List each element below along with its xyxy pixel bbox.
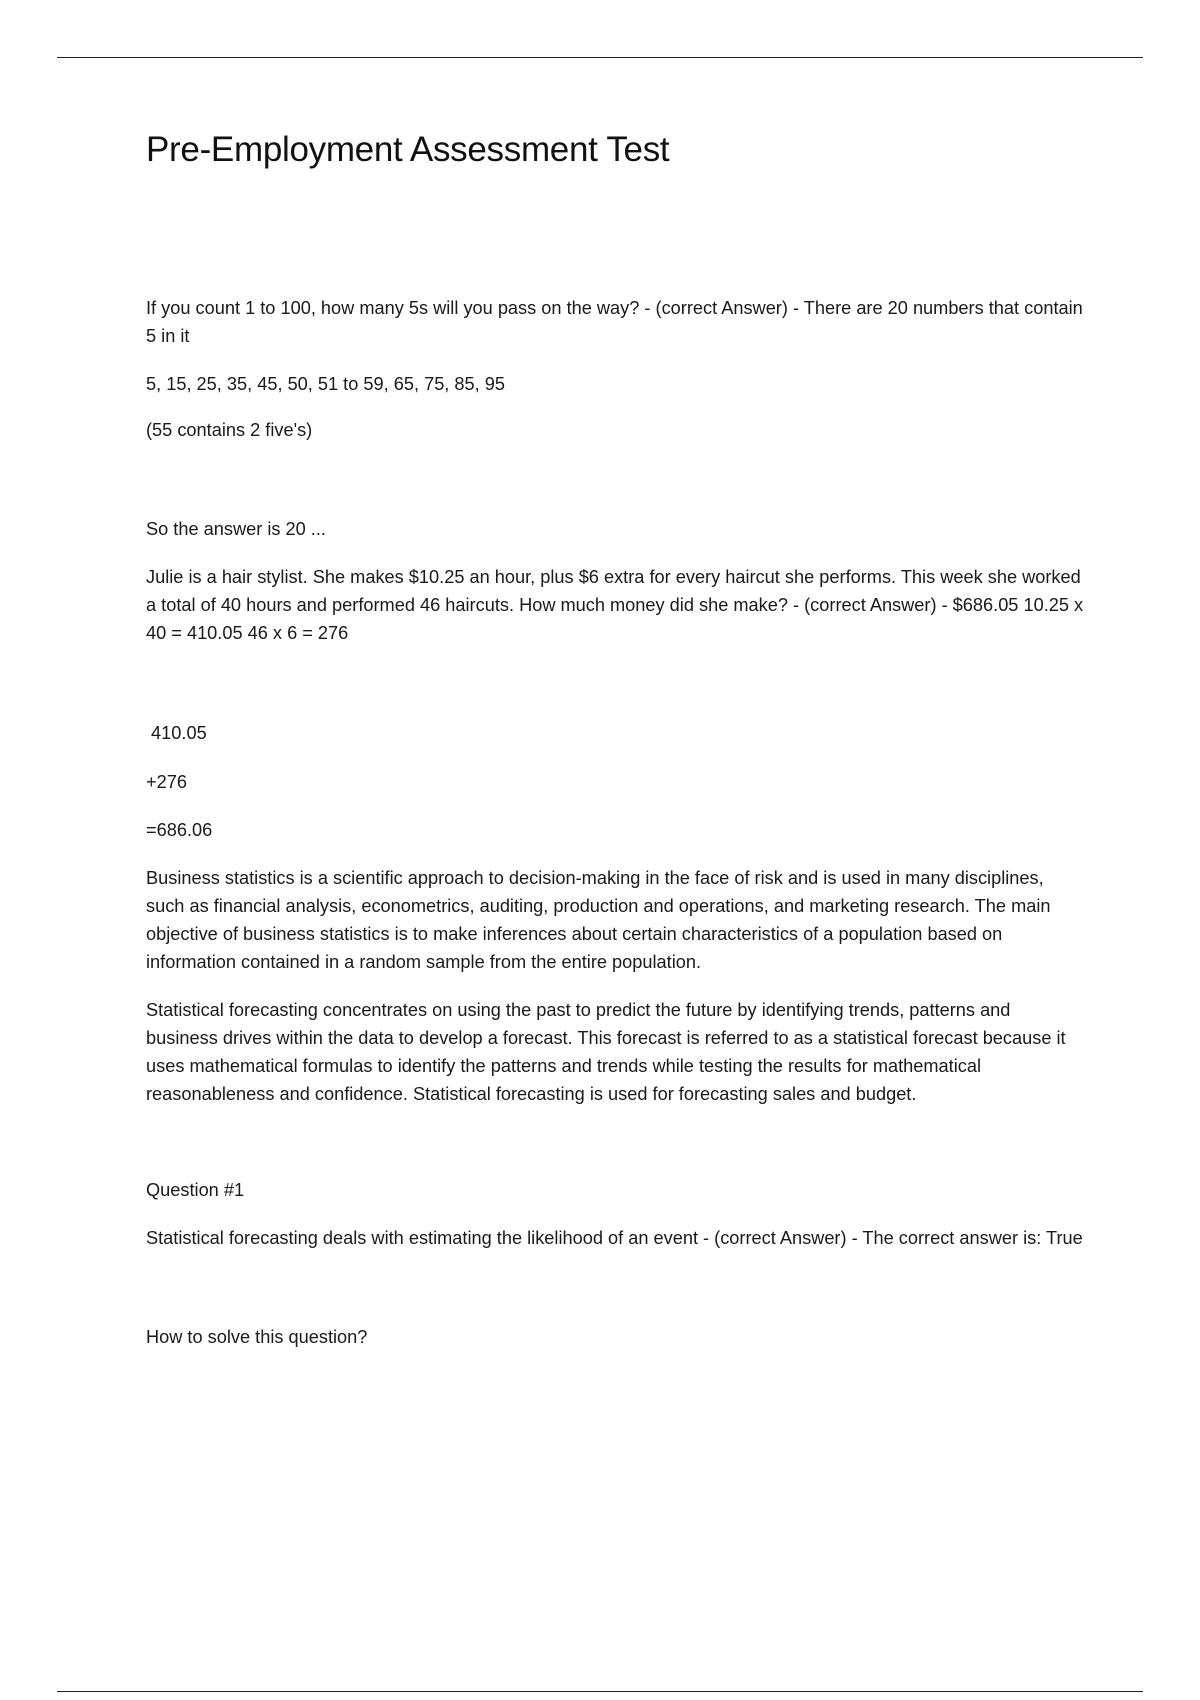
calc-line-2: +276 [146, 772, 187, 792]
question-count-fives: If you count 1 to 100, how many 5s will you pass on the way? - (correct Answer) - There are 20 numbers that contain 5 in it [146, 298, 1083, 346]
fives-note: (55 contains 2 five's) [146, 420, 313, 440]
header-rule [57, 57, 1143, 58]
question-number-heading: Question #1 [146, 1180, 245, 1200]
question-hair-stylist: Julie is a hair stylist. She makes $10.25 an hour, plus $6 extra for every haircut she performs. This week she worked a total of 40 hours and performed 46 haircuts. How much money did she make? - (correct Answer) - $686.05 10.25 x 40 = 410.05 46 x 6 = 276 [146, 567, 1084, 643]
document-body [146, 130, 1086, 1351]
calc-line-1: 410.05 [146, 723, 207, 743]
document-title: Pre-Employment Assessment Test [146, 130, 670, 169]
statistical-forecasting-paragraph: Statistical forecasting concentrates on using the past to predict the future by identifying trends, patterns and business drives within the data to develop a forecast. This forecast is referred to as a statistical forecast because it uses mathematical formulas to identify the patterns and trends while testing the results for mathematical reasonableness and confidence. Statistical forecasting is used for forecasting sales and budget. [146, 1000, 1066, 1104]
fives-list: 5, 15, 25, 35, 45, 50, 51 to 59, 65, 75, 85, 95 [146, 374, 505, 394]
business-statistics-paragraph: Business statistics is a scientific approach to decision-making in the face of risk and is used in many disciplines, such as financial analysis, econometrics, auditing, production and operations, and marketing research. The main objective of business statistics is to make inferences about certain characteristics of a population based on information contained in a random sample from the entire population. [146, 868, 1051, 972]
calc-line-3: =686.06 [146, 820, 213, 840]
footer-rule [57, 1691, 1143, 1692]
fives-answer: So the answer is 20 ... [146, 519, 326, 539]
question-1-text: Statistical forecasting deals with estimating the likelihood of an event - (correct Answer) - The correct answer is: True [146, 1228, 1083, 1248]
how-to-solve-heading: How to solve this question? [146, 1327, 368, 1347]
